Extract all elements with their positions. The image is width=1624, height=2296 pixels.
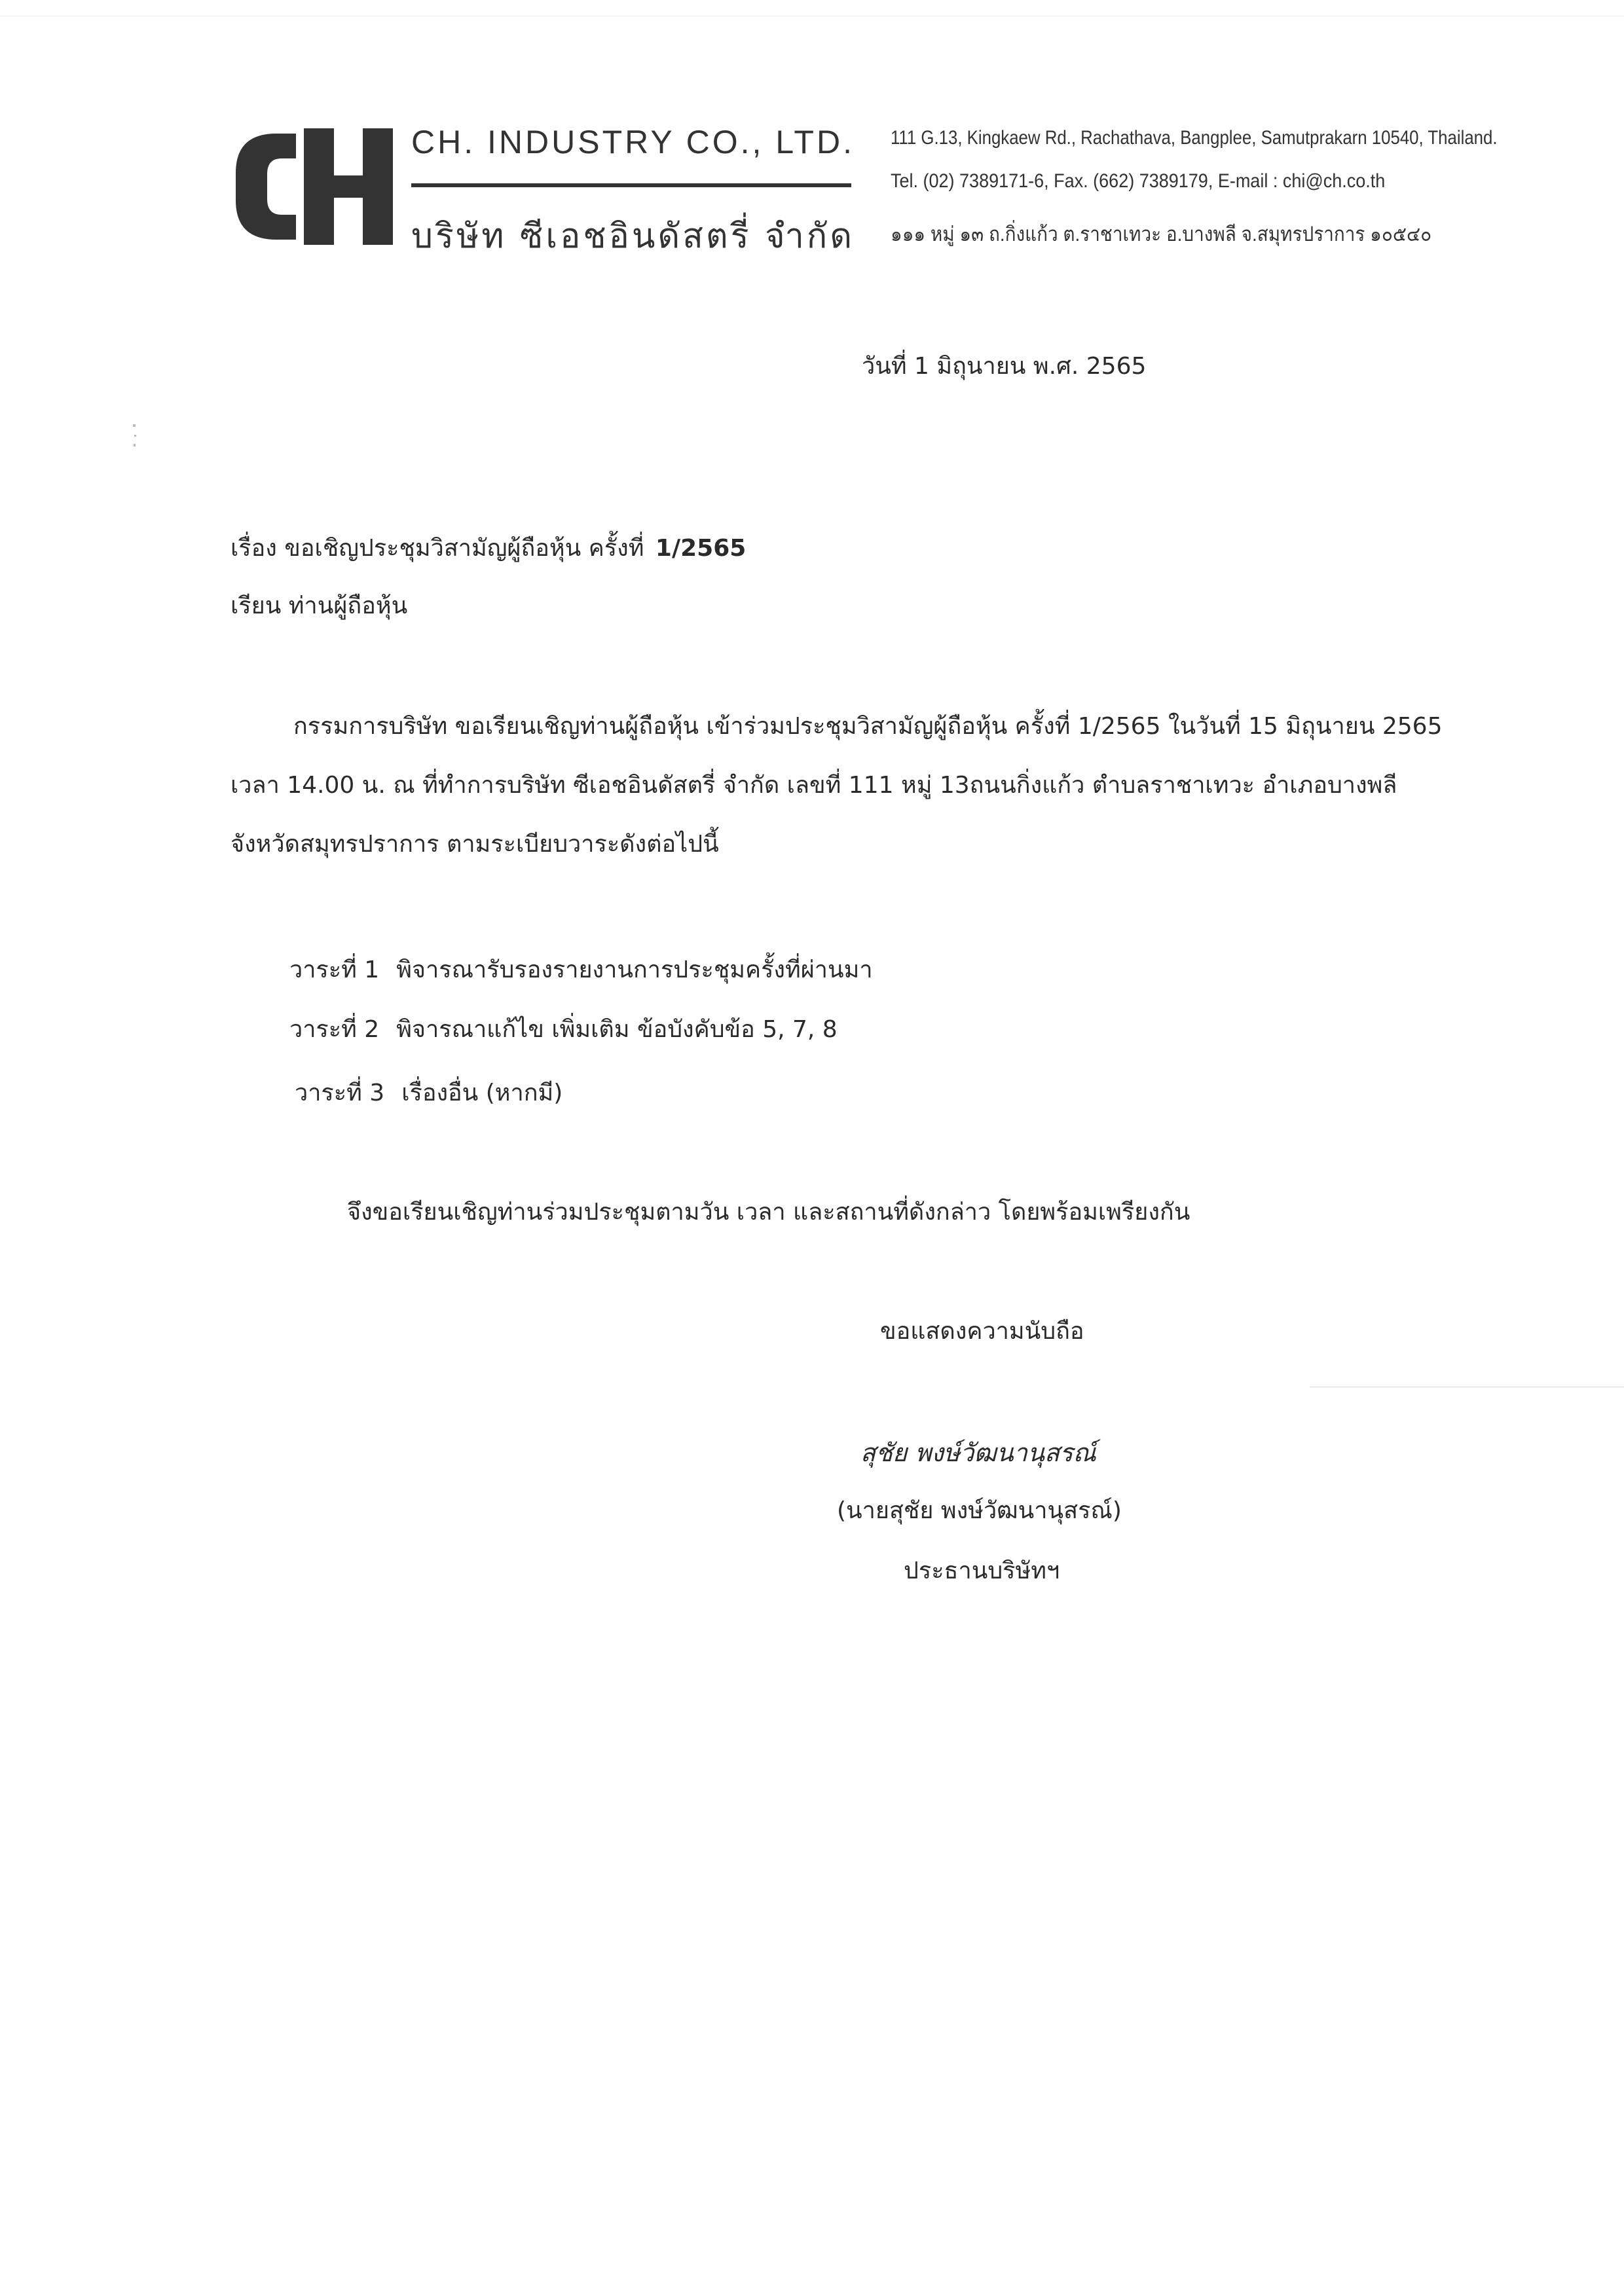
scan-speck [133, 424, 136, 427]
agenda-text: พิจารณารับรองรายงานการประชุมครั้งที่ผ่านมา [396, 957, 873, 983]
closing-line: จึงขอเรียนเชิญท่านร่วมประชุมตามวัน เวลา และสถานที่ดังกล่าว โดยพร้อมเพรียงกัน [347, 1199, 1190, 1226]
company-address-th: ๑๑๑ หมู่ ๑๓ ถ.กิ่งแก้ว ต.ราชาเทวะ อ.บางพลี จ.สมุทรปราการ ๑๐๕๔๐ [891, 223, 1432, 246]
agenda-label: วาระที่ 2 [289, 1016, 380, 1043]
letterhead-divider [411, 183, 851, 187]
agenda-item-2 [289, 1010, 838, 1048]
signature: สุชัย พงษ์วัฒนานุสรณ์ [860, 1438, 1096, 1467]
company-name-en: CH. INDUSTRY CO., LTD. [411, 124, 855, 160]
company-logo [236, 128, 393, 245]
scan-speck [134, 444, 136, 446]
scan-speck [134, 435, 136, 437]
agenda-label: วาระที่ 3 [295, 1080, 385, 1106]
letter-date: วันที่ 1 มิถุนายน พ.ศ. 2565 [862, 353, 1147, 380]
company-contact: Tel. (02) 7389171-6, Fax. (662) 7389179, E-mail : chi@ch.co.th [891, 170, 1386, 192]
signer-title: ประธานบริษัทฯ [904, 1558, 1060, 1584]
agenda-item-3 [295, 1074, 563, 1111]
body-line-3: จังหวัดสมุทรปราการ ตามระเบียบวาระดังต่อไปนี้ [231, 831, 719, 858]
agenda-text: พิจารณาแก้ไข เพิ่มเติม ข้อบังคับข้อ 5, 7, 8 [396, 1016, 838, 1043]
regards: ขอแสดงความนับถือ [880, 1318, 1084, 1345]
subject-text: เรื่อง ขอเชิญประชุมวิสามัญผู้ถือหุ้น ครั้งที่ [231, 535, 644, 562]
letter-subject [231, 529, 746, 566]
agenda-label: วาระที่ 1 [289, 957, 380, 983]
company-name-th: บริษัท ซีเอชอินดัสตรี่ จำกัด [411, 217, 855, 256]
body-line-2: เวลา 14.00 น. ณ ที่ทำการบริษัท ซีเอชอินดัสตรี่ จำกัด เลขที่ 111 หมู่ 13ถนนกิ่งแก้ว ตำบลราชาเทวะ อำเภอบางพลี [231, 772, 1397, 799]
subject-number: 1/2565 [655, 535, 747, 562]
body-line-1: กรรมการบริษัท ขอเรียนเชิญท่านผู้ถือหุ้น เข้าร่วมประชุมวิสามัญผู้ถือหุ้น ครั้งที่ 1/2565 ในวันที่ 15 มิถุนายน 2565 [293, 713, 1443, 740]
signer-name: (นายสุชัย พงษ์วัฒนานุสรณ์) [837, 1497, 1122, 1524]
agenda-text: เรื่องอื่น (หากมี) [401, 1080, 563, 1106]
letter-salutation: เรียน ท่านผู้ถือหุ้น [231, 592, 408, 619]
agenda-item-1 [289, 951, 873, 988]
ch-logo-mark [236, 128, 393, 245]
company-address-en: 111 G.13, Kingkaew Rd., Rachathava, Bangplee, Samutprakarn 10540, Thailand. [891, 127, 1498, 149]
